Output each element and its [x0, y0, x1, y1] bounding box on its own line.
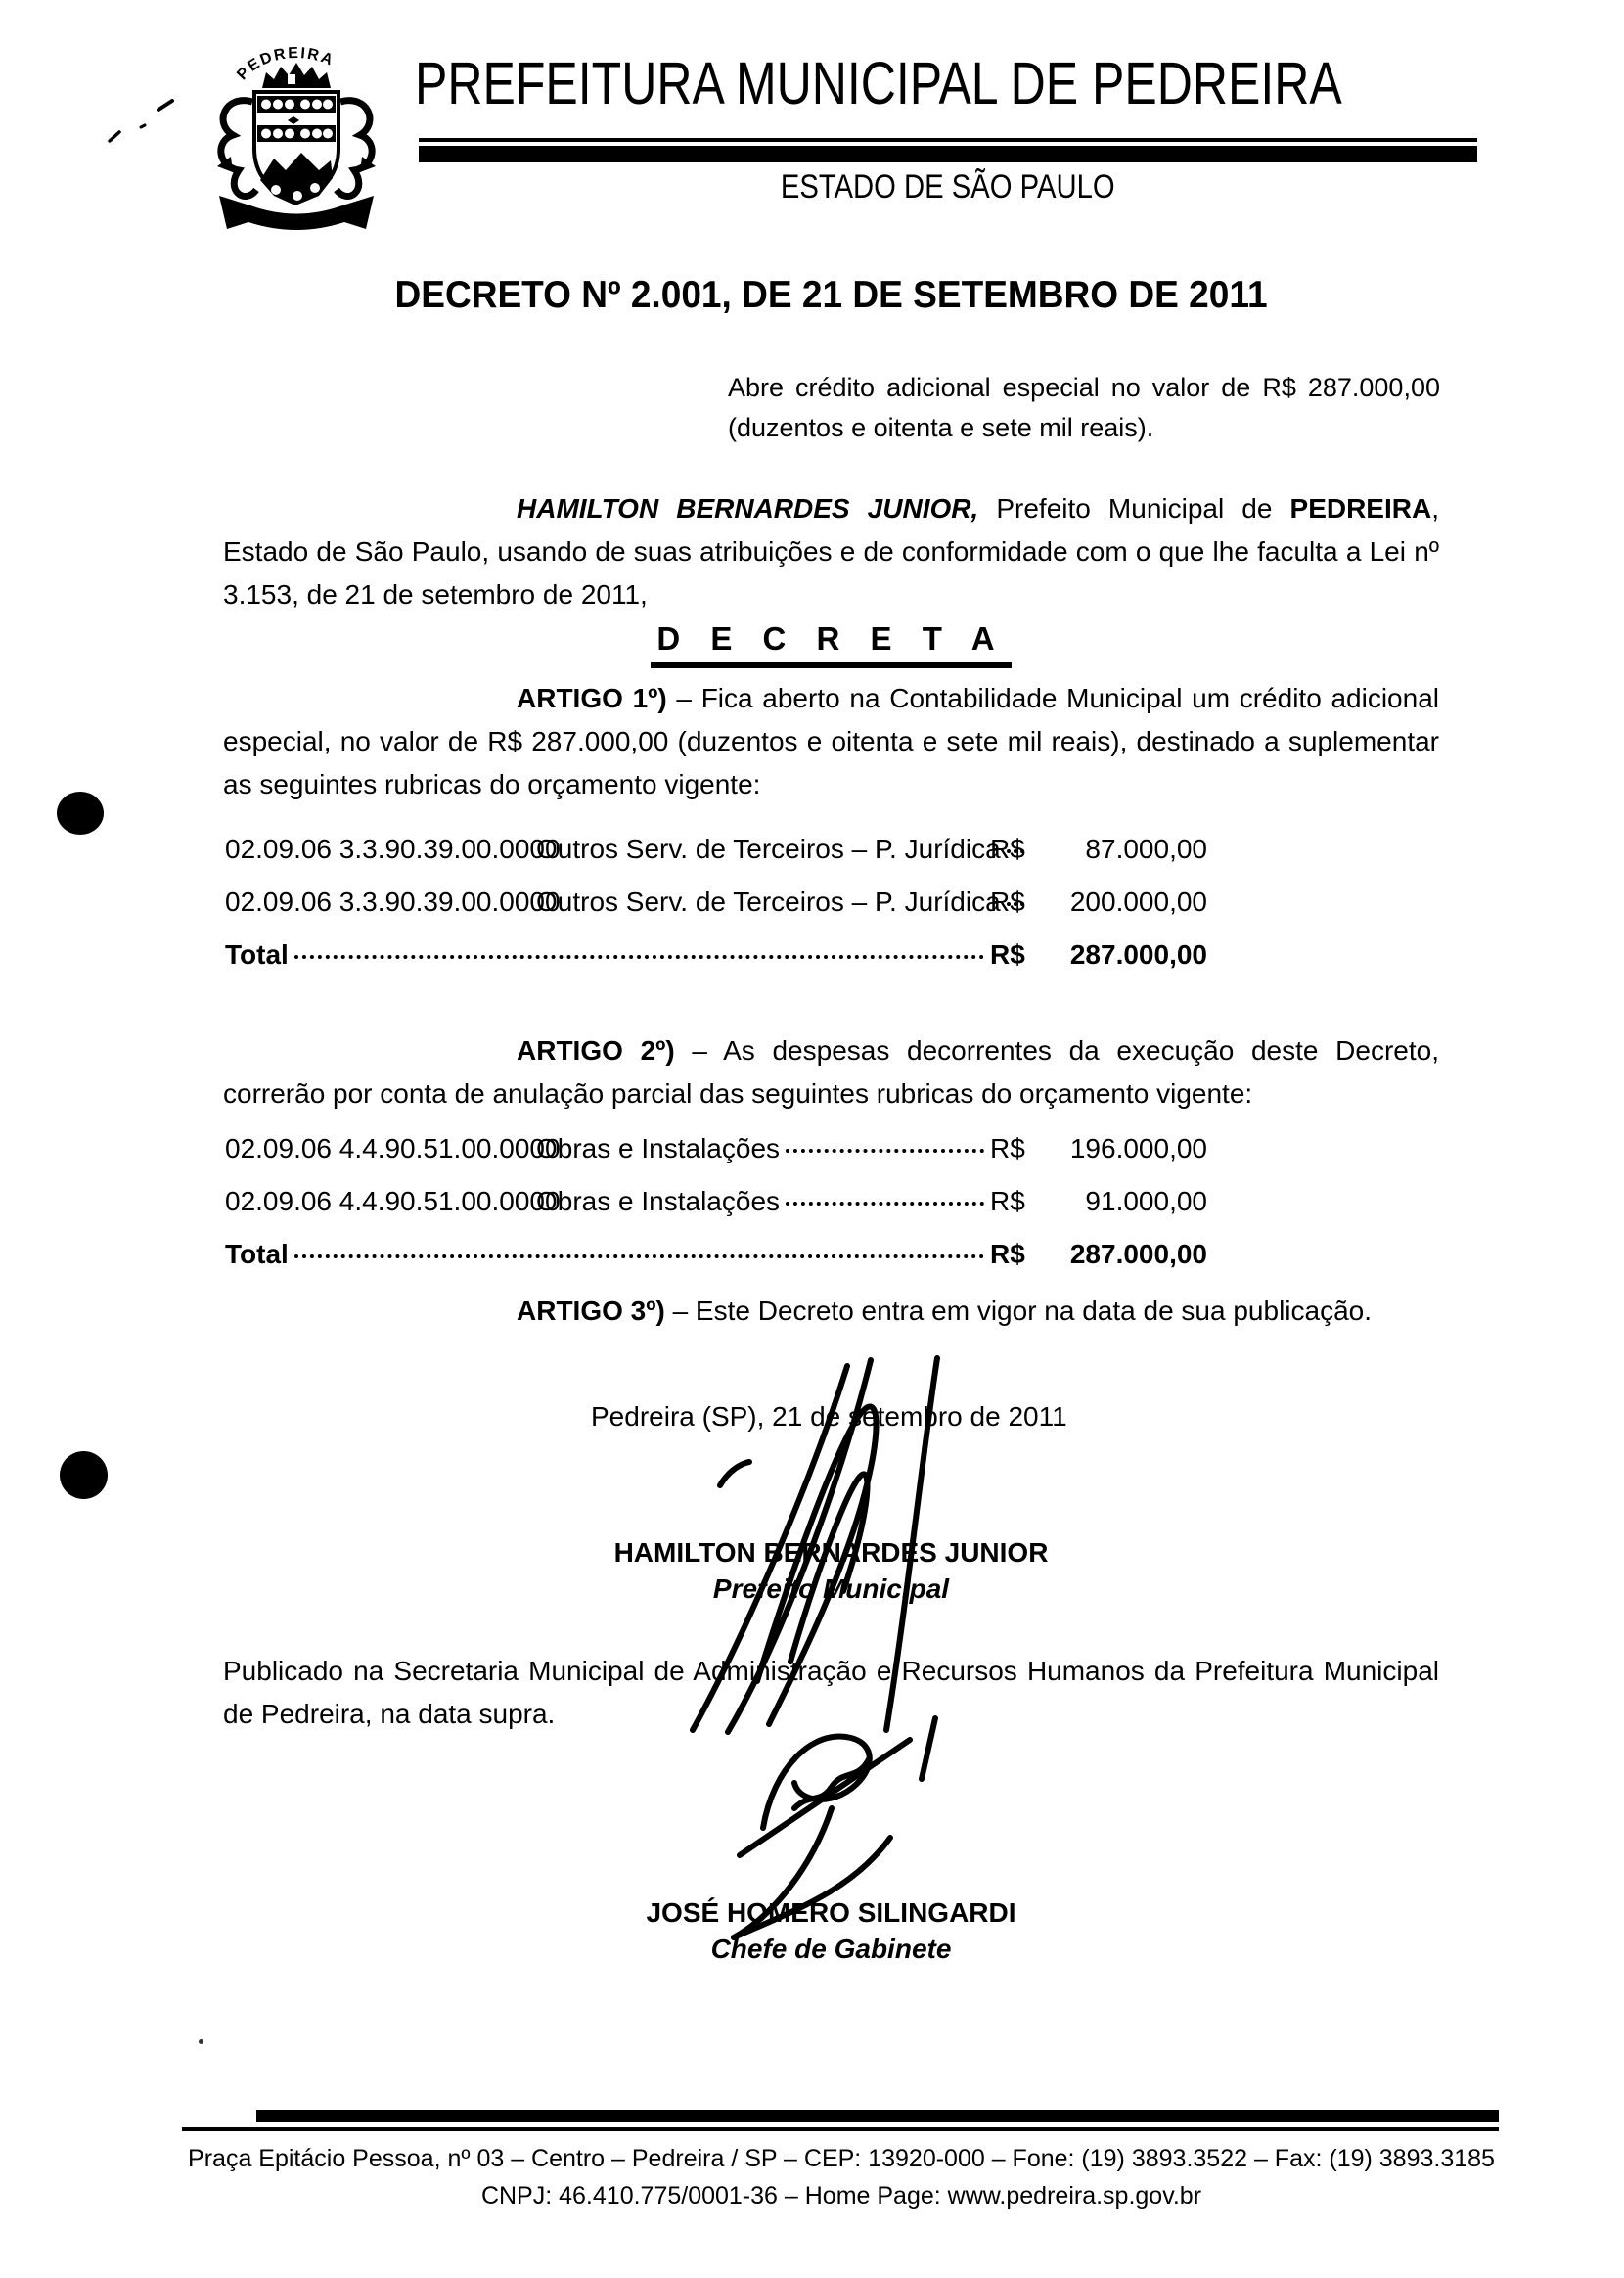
budget-code: 02.09.06 3.3.90.39.00.0000 — [225, 834, 561, 864]
dotted-leader — [1007, 902, 1024, 906]
signer-name: HAMILTON BERNARDES JUNIOR — [613, 1537, 1049, 1568]
summary-line-1: Abre crédito adicional especial no valor de R$ 287.000,00 — [728, 373, 1440, 402]
article-3-label: ARTIGO 3º) — [517, 1296, 665, 1326]
amount-value: 200.000,00 — [1069, 887, 1207, 917]
table-row — [225, 834, 1207, 869]
currency-symbol: R$ — [990, 1133, 1025, 1163]
summary-line-2: (duzentos e oitenta e sete mil reais). — [728, 413, 1154, 442]
city-name-inline: PEDREIRA — [1289, 493, 1432, 524]
article-1-text: – Fica aberto na Contabilidade Municipal um crédito adicional especial, no valor de R$ 287.000,00 (duzentos e oitenta e sete mil reais), destinado a suplementar as seguintes rubricas do orçamento vigente: — [223, 683, 1439, 799]
budget-desc: Obras e Instalações — [536, 1186, 781, 1216]
header-rule-thick — [419, 146, 1477, 162]
currency-symbol: R$ — [990, 887, 1025, 917]
signature-block-mayor — [223, 1534, 1439, 1607]
budget-table-2 — [225, 1133, 1207, 1292]
hole-punch-mark — [60, 1451, 108, 1499]
decree-summary — [728, 368, 1440, 448]
currency-symbol: R$ — [990, 1239, 1025, 1269]
decree-title-wrap — [223, 274, 1439, 317]
amount-value: 91.000,00 — [1085, 1186, 1207, 1216]
publication-note: Publicado na Secretaria Municipal de Administração e Recursos Humanos da Prefeitura Municipal de Pedreira, na data supra. — [223, 1656, 1439, 1729]
amount-value: 196.000,00 — [1069, 1133, 1207, 1163]
date-line: Pedreira (SP), 21 de setembro de 2011 — [591, 1401, 1067, 1432]
footer-cnpj-line: CNPJ: 46.410.775/0001-36 – Home Page: www.pedreira.sp.gov.br — [480, 2182, 1202, 2210]
footer-address-line: Praça Epitácio Pessoa, nº 03 – Centro – Pedreira / SP – CEP: 13920-000 – Fone: (19) 3893.3522 – Fax: (19) 3893.3185 — [188, 2145, 1495, 2172]
header-subtitle: ESTADO DE SÃO PAULO — [781, 168, 1115, 205]
total-label: Total — [225, 939, 289, 970]
preamble-paragraph — [223, 487, 1439, 616]
hole-punch-mark — [57, 792, 104, 835]
mayor-name-inline: HAMILTON BERNARDES JUNIOR, — [517, 493, 979, 524]
budget-desc: Outros Serv. de Terceiros – P. Jurídica — [536, 887, 1001, 917]
signer-role: Chefe de Gabinete — [710, 1934, 952, 1964]
svg-text:PEDREIRA: PEDREIRA — [234, 44, 338, 84]
signer-role: Prefeito Municipal — [712, 1573, 950, 1604]
amount-value: 287.000,00 — [1069, 1239, 1207, 1269]
footer-rule-thin — [182, 2127, 1499, 2131]
article-1-paragraph — [223, 677, 1439, 806]
dotted-leader — [294, 1254, 984, 1258]
budget-table-1 — [225, 834, 1207, 992]
signature-block-chief — [223, 1894, 1439, 1967]
table-total-row — [225, 939, 1207, 975]
dotted-leader — [786, 1149, 984, 1153]
currency-symbol: R$ — [990, 939, 1025, 970]
table-row — [225, 887, 1207, 922]
amount-value: 87.000,00 — [1085, 834, 1207, 864]
article-2-label: ARTIGO 2º) — [517, 1035, 675, 1066]
preamble-rest: , Estado de São Paulo, usando de suas atribuições e de conformidade com o que lhe faculta a Lei nº 3.153, de 21 de setembro de 2011, — [223, 493, 1439, 610]
budget-code: 02.09.06 3.3.90.39.00.0000 — [225, 887, 561, 917]
pen-mark-icon — [98, 90, 191, 149]
budget-desc: Outros Serv. de Terceiros – P. Jurídica — [536, 834, 1001, 864]
table-row — [225, 1133, 1207, 1168]
total-label: Total — [225, 1239, 289, 1269]
decree-title: DECRETO Nº 2.001, DE 21 DE SETEMBRO DE 2011 — [394, 274, 1268, 316]
header-rule-thin — [419, 138, 1477, 142]
article-1-label: ARTIGO 1º) — [517, 683, 667, 713]
footer-rule-thick — [256, 2110, 1499, 2122]
article-3-paragraph — [223, 1290, 1439, 1333]
table-total-row — [225, 1239, 1207, 1274]
decreta-heading: D E C R E T A — [651, 620, 1011, 668]
currency-symbol: R$ — [990, 1186, 1025, 1216]
preamble-mid: Prefeito Municipal de — [978, 493, 1290, 524]
budget-desc: Obras e Instalações — [536, 1133, 781, 1163]
budget-code: 02.09.06 4.4.90.51.00.0000 — [225, 1133, 561, 1163]
amount-value: 287.000,00 — [1069, 939, 1207, 970]
article-2-paragraph — [223, 1029, 1439, 1116]
article-3-text: – Este Decreto entra em vigor na data de sua publicação. — [664, 1296, 1372, 1326]
dotted-leader — [786, 1202, 984, 1206]
scan-speck — [199, 2039, 203, 2044]
dotted-leader — [294, 955, 984, 959]
table-row — [225, 1186, 1207, 1221]
currency-symbol: R$ — [990, 834, 1025, 864]
article-2-text: – As despesas decorrentes da execução deste Decreto, correrão por conta de anulação parcial das seguintes rubricas do orçamento vigente: — [223, 1035, 1439, 1109]
signer-name: JOSÉ HOMERO SILINGARDI — [646, 1897, 1016, 1928]
dotted-leader — [1007, 849, 1024, 853]
header-title: PREFEITURA MUNICIPAL DE PEDREIRA — [415, 50, 1342, 116]
municipal-coat-of-arms-icon — [203, 41, 389, 237]
decreta-heading-wrap — [223, 620, 1439, 668]
budget-code: 02.09.06 4.4.90.51.00.0000 — [225, 1186, 561, 1216]
header-subtitle-wrap — [419, 168, 1477, 206]
